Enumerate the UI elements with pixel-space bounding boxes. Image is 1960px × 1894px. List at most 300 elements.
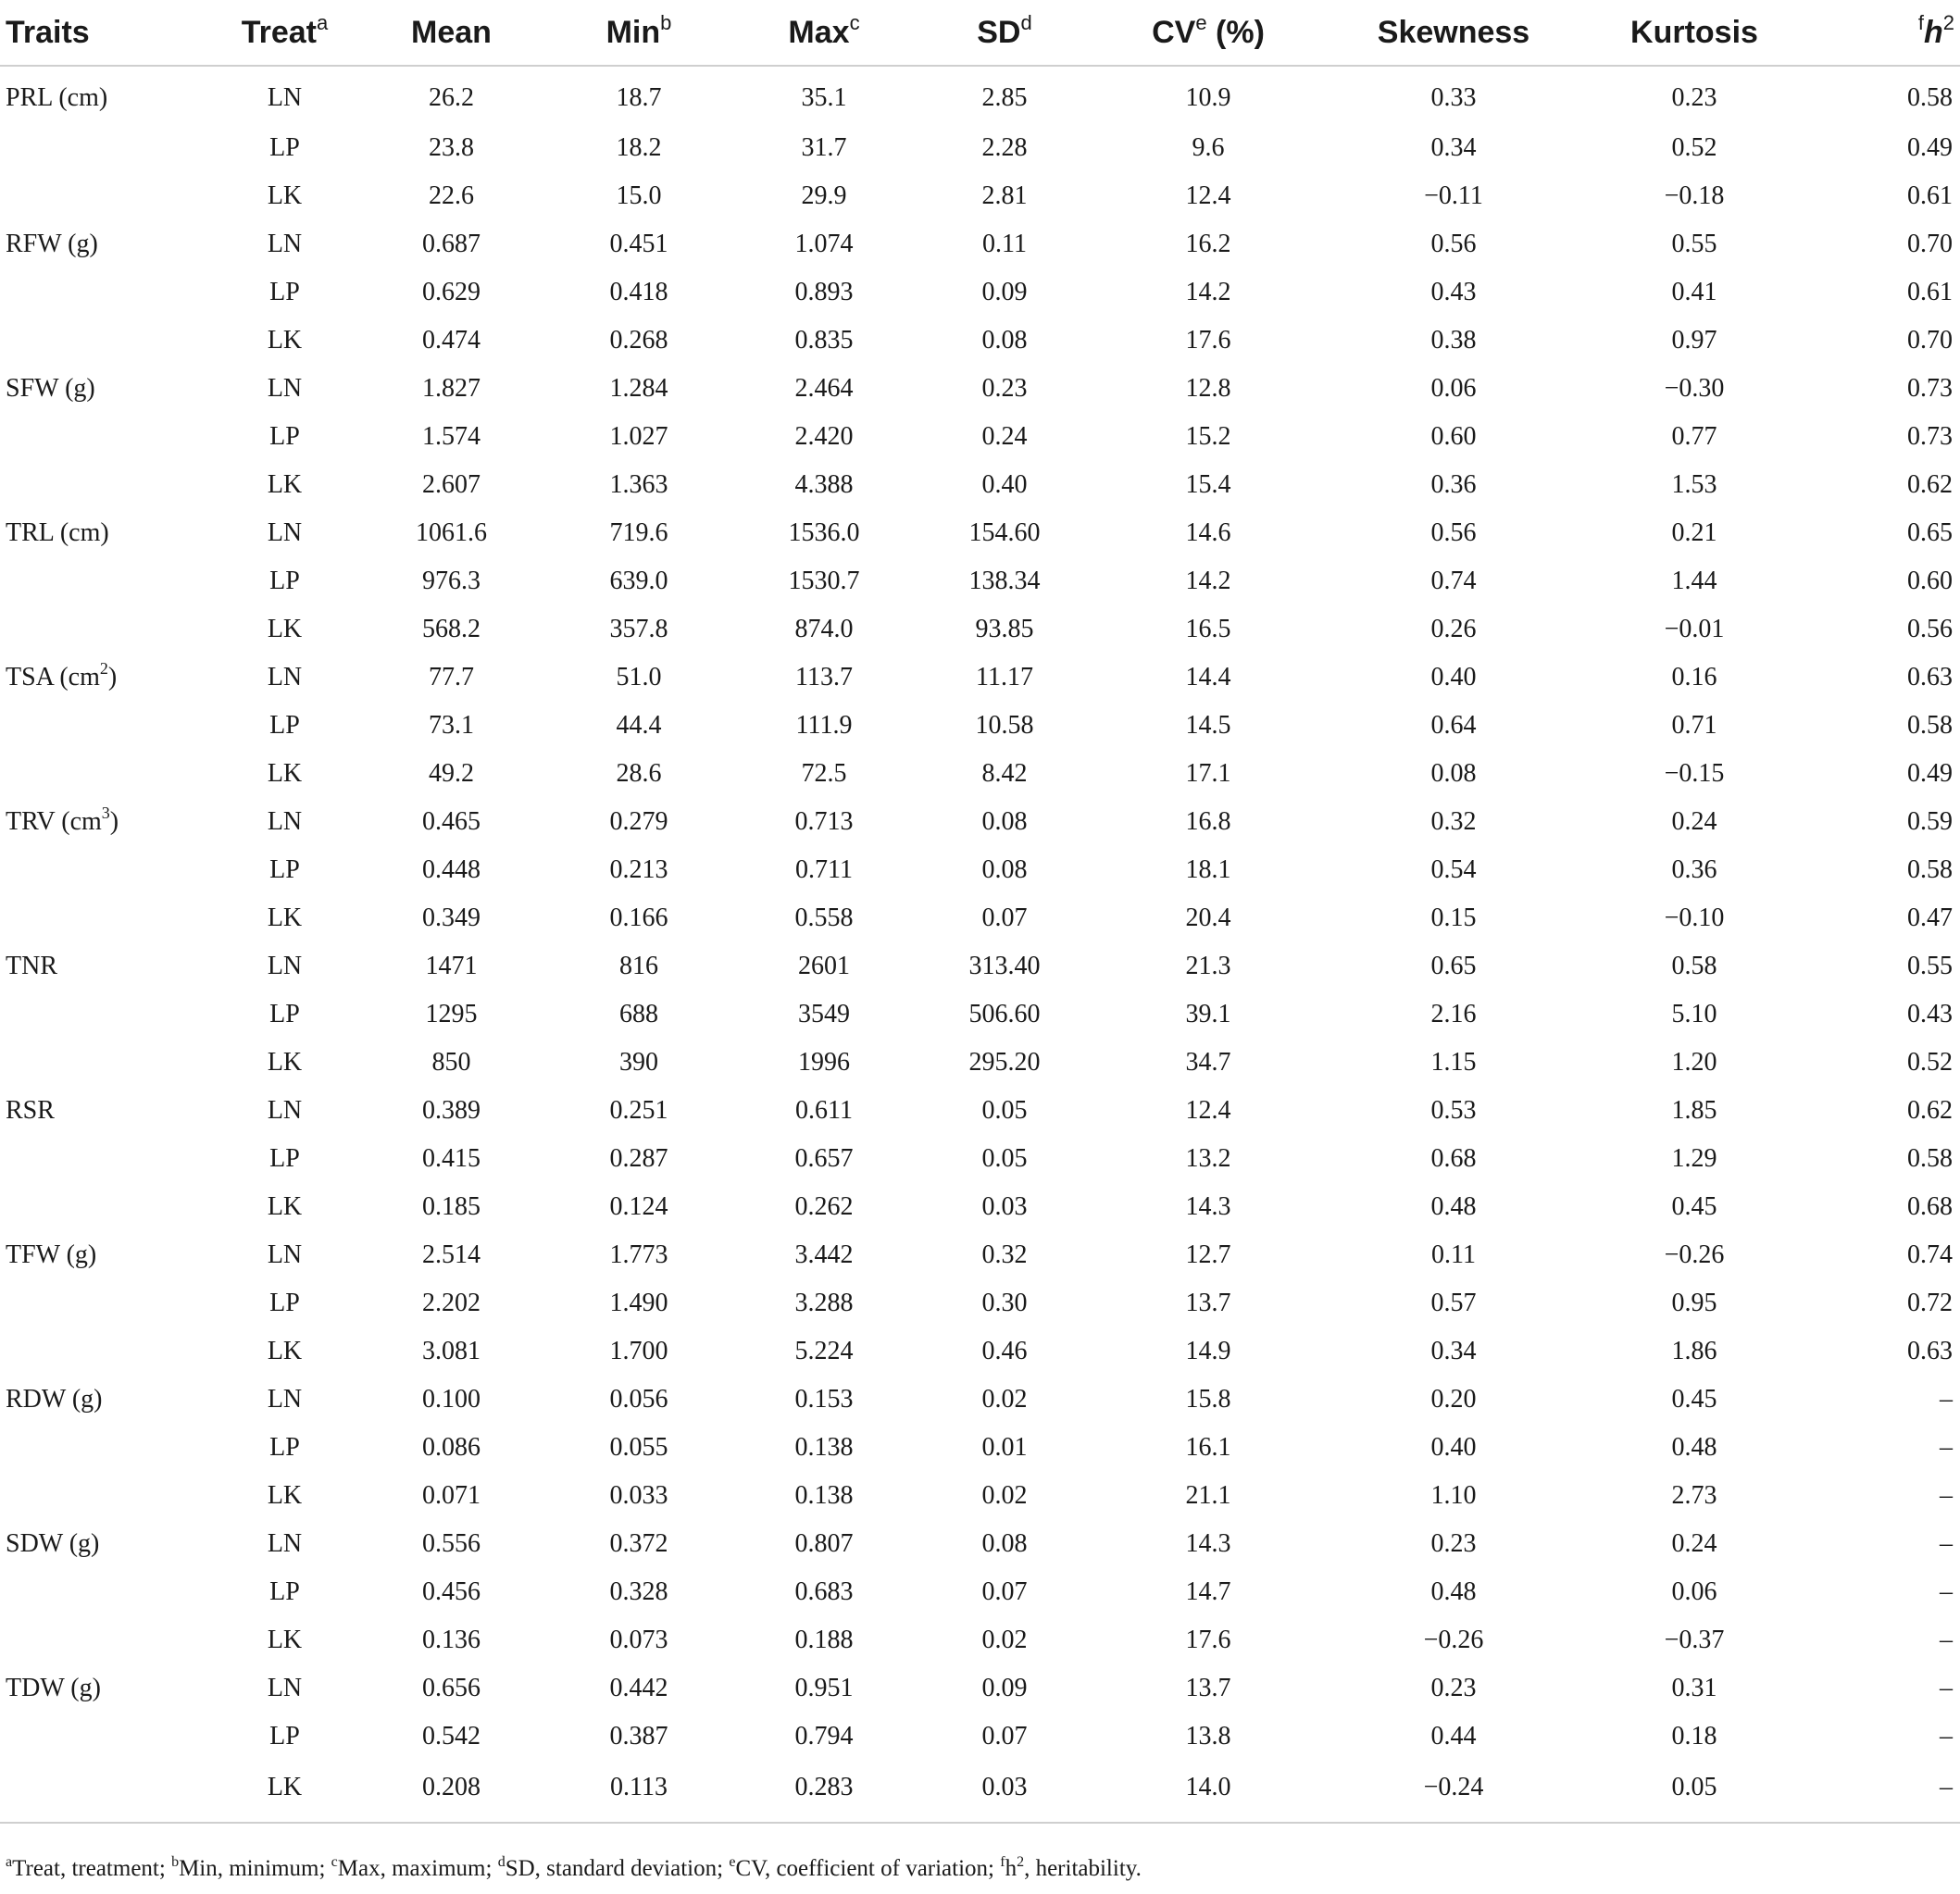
skewness-cell: −0.11 (1424, 181, 1483, 210)
min-cell: 0.451 (609, 230, 668, 258)
table-row (0, 798, 1960, 846)
table-body (0, 66, 1960, 1823)
table-row (0, 1087, 1960, 1135)
treat-cell: LN (267, 1385, 303, 1414)
heritability-cell: 0.73 (1907, 422, 1953, 451)
table-row (0, 461, 1960, 509)
treat-cell: LP (269, 1722, 300, 1751)
cv-cell: 16.1 (1185, 1433, 1231, 1462)
min-cell: 0.442 (609, 1674, 668, 1702)
min-cell: 0.251 (609, 1096, 668, 1125)
cv-cell: 14.9 (1185, 1337, 1231, 1365)
table-row (0, 124, 1960, 172)
kurtosis-cell: 0.21 (1671, 518, 1717, 547)
table-row (0, 317, 1960, 365)
table-row (0, 654, 1960, 702)
skewness-cell: 0.44 (1430, 1722, 1477, 1751)
treat-cell: LP (269, 278, 300, 306)
max-cell: 1536.0 (788, 518, 860, 547)
cv-cell: 17.6 (1185, 326, 1231, 355)
treat-cell: LN (267, 83, 303, 112)
max-cell: 31.7 (801, 133, 847, 162)
sd-cell: 2.85 (981, 83, 1028, 112)
kurtosis-cell: 0.05 (1579, 1761, 1810, 1823)
cv-cell: 16.8 (1185, 807, 1231, 836)
kurtosis-cell: 5.10 (1671, 1000, 1717, 1028)
min-cell: 390 (619, 1048, 658, 1077)
mean-cell: 2.514 (422, 1240, 481, 1269)
kurtosis-cell: 0.24 (1671, 1529, 1717, 1558)
mean-cell: 0.629 (422, 278, 481, 306)
heritability-cell: 0.49 (1907, 759, 1953, 788)
kurtosis-cell: 0.41 (1671, 278, 1717, 306)
sd-cell: 506.60 (968, 1000, 1041, 1028)
skewness-cell: 0.60 (1430, 422, 1477, 451)
max-cell: 35.1 (801, 83, 847, 112)
kurtosis-cell: 1.85 (1671, 1096, 1717, 1125)
skewness-cell: 0.48 (1430, 1192, 1477, 1221)
header-traits: Traits (0, 0, 218, 66)
max-cell: 2.464 (794, 374, 854, 403)
skewness-cell: 0.23 (1430, 1529, 1477, 1558)
kurtosis-cell: 0.58 (1671, 952, 1717, 980)
trait-cell: SFW (g) (6, 374, 95, 403)
max-cell: 0.835 (794, 326, 854, 355)
treat-cell: LK (267, 759, 303, 788)
heritability-cell: 0.62 (1907, 1096, 1953, 1125)
min-cell: 0.055 (609, 1433, 668, 1462)
skewness-cell: 0.06 (1430, 374, 1477, 403)
table-row (0, 750, 1960, 798)
treat-cell: LK (267, 181, 303, 210)
kurtosis-cell: −0.10 (1664, 903, 1725, 932)
table-row (0, 1279, 1960, 1327)
kurtosis-cell: 0.36 (1671, 855, 1717, 884)
header-kurtosis: Kurtosis (1579, 0, 1810, 66)
heritability-cell: 0.47 (1907, 903, 1953, 932)
table-row (0, 1568, 1960, 1616)
table-row (0, 413, 1960, 461)
kurtosis-cell: 0.77 (1671, 422, 1717, 451)
heritability-cell: 0.58 (1907, 83, 1953, 112)
mean-cell: 26.2 (429, 83, 474, 112)
min-cell: 51.0 (616, 663, 662, 692)
kurtosis-cell: −0.01 (1664, 615, 1725, 643)
heritability-cell: – (1940, 1385, 1953, 1414)
treat-cell: LP (269, 1144, 300, 1173)
table-row (0, 1376, 1960, 1424)
kurtosis-cell: 0.18 (1671, 1722, 1717, 1751)
cv-cell: 34.7 (1185, 1048, 1231, 1077)
table-row (0, 1424, 1960, 1472)
max-cell: 1.074 (794, 230, 854, 258)
table-row (0, 1616, 1960, 1664)
max-cell: 113.7 (795, 663, 853, 692)
min-cell: 0.213 (609, 855, 668, 884)
mean-cell: 0.448 (422, 855, 481, 884)
treat-cell: LK (267, 326, 303, 355)
max-cell: 3.442 (794, 1240, 854, 1269)
mean-cell: 73.1 (429, 711, 474, 740)
cv-cell: 16.5 (1185, 615, 1231, 643)
skewness-cell: 0.64 (1430, 711, 1477, 740)
max-cell: 1530.7 (788, 567, 860, 595)
cv-cell: 13.8 (1185, 1722, 1231, 1751)
sd-cell: 138.34 (968, 567, 1041, 595)
max-cell: 0.893 (794, 278, 854, 306)
heritability-cell: 0.59 (1907, 807, 1953, 836)
treat-cell: LP (269, 711, 300, 740)
mean-cell: 0.415 (422, 1144, 481, 1173)
skewness-cell: 0.11 (1431, 1240, 1476, 1269)
heritability-cell: 0.68 (1907, 1192, 1953, 1221)
sd-cell: 0.32 (981, 1240, 1028, 1269)
mean-cell: 1471 (425, 952, 478, 980)
heritability-cell: 0.74 (1907, 1240, 1953, 1269)
skewness-cell: 0.26 (1430, 615, 1477, 643)
table-header-row (0, 0, 1960, 66)
mean-cell: 0.349 (422, 903, 481, 932)
skewness-cell: 2.16 (1430, 1000, 1477, 1028)
min-cell: 0.073 (609, 1626, 668, 1654)
heritability-cell: – (1940, 1577, 1953, 1606)
trait-cell: TFW (g) (6, 1240, 97, 1269)
sd-cell: 313.40 (968, 952, 1041, 980)
heritability-cell: 0.56 (1907, 615, 1953, 643)
min-cell: 0.124 (609, 1192, 668, 1221)
min-cell: 0.387 (609, 1722, 668, 1751)
max-cell: 0.683 (794, 1577, 854, 1606)
trait-cell (0, 557, 218, 605)
cv-cell: 12.4 (1185, 1096, 1231, 1125)
sd-cell: 0.03 (981, 1192, 1028, 1221)
trait-cell (0, 1135, 218, 1183)
header-cv: CVe (%) (1088, 0, 1329, 66)
kurtosis-cell: −0.18 (1664, 181, 1725, 210)
cv-cell: 10.9 (1185, 83, 1231, 112)
heritability-cell: – (1940, 1674, 1953, 1702)
max-cell: 111.9 (795, 711, 853, 740)
heritability-cell: 0.55 (1907, 952, 1953, 980)
mean-cell: 568.2 (422, 615, 481, 643)
kurtosis-cell: 0.95 (1671, 1289, 1717, 1317)
min-cell: 1.363 (609, 470, 668, 499)
table-row (0, 1039, 1960, 1087)
table-row (0, 846, 1960, 894)
heritability-cell: 0.70 (1907, 230, 1953, 258)
trait-cell (0, 702, 218, 750)
trait-cell: TSA $(cm^2)$ (6, 659, 118, 692)
kurtosis-cell: 0.71 (1671, 711, 1717, 740)
treat-cell: LK (267, 1481, 303, 1510)
sd-cell: 295.20 (968, 1048, 1041, 1077)
cv-cell: 18.1 (1185, 855, 1231, 884)
heritability-cell: 0.58 (1907, 1144, 1953, 1173)
sd-cell: 8.42 (981, 759, 1028, 788)
header-min: Min$^b$ (551, 0, 727, 66)
cv-cell: 14.4 (1185, 663, 1231, 692)
skewness-cell: 0.20 (1430, 1385, 1477, 1414)
skewness-cell: −0.24 (1329, 1761, 1579, 1823)
sd-cell: 0.08 (981, 855, 1028, 884)
table-row (0, 1520, 1960, 1568)
max-cell: 0.138 (794, 1481, 854, 1510)
sd-cell: 0.05 (981, 1096, 1028, 1125)
sd-cell: 93.85 (975, 615, 1034, 643)
mean-cell: 0.086 (422, 1433, 481, 1462)
sd-cell: 0.05 (981, 1144, 1028, 1173)
kurtosis-cell: −0.15 (1664, 759, 1725, 788)
min-cell: 28.6 (616, 759, 662, 788)
trait-cell (0, 1761, 218, 1823)
cv-cell: 14.7 (1185, 1577, 1231, 1606)
max-cell: 0.558 (794, 903, 854, 932)
cv-cell: 17.1 (1185, 759, 1231, 788)
min-cell: 1.027 (609, 422, 668, 451)
max-cell: 0.657 (794, 1144, 854, 1173)
sd-cell: 0.08 (981, 807, 1028, 836)
trait-cell: TRV $(cm^3)$ (6, 804, 119, 836)
skewness-cell: 0.53 (1430, 1096, 1477, 1125)
max-cell: 874.0 (794, 615, 854, 643)
sd-cell: 0.08 (981, 326, 1028, 355)
min-cell: 0.056 (609, 1385, 668, 1414)
sd-cell: 0.01 (981, 1433, 1028, 1462)
header-skewness: Skewness (1329, 0, 1579, 66)
mean-cell: 77.7 (429, 663, 474, 692)
heritability-cell: 0.65 (1907, 518, 1953, 547)
max-cell: 0.951 (794, 1674, 854, 1702)
kurtosis-cell: 0.31 (1671, 1674, 1717, 1702)
trait-cell (0, 124, 218, 172)
treat-cell: LP (269, 1289, 300, 1317)
sd-cell: 0.02 (981, 1385, 1028, 1414)
heritability-cell: – (1810, 1761, 1960, 1823)
skewness-cell: 0.56 (1430, 230, 1477, 258)
cv-cell: 15.2 (1185, 422, 1231, 451)
cv-cell: 14.6 (1185, 518, 1231, 547)
skewness-cell: 0.36 (1430, 470, 1477, 499)
table-row (0, 1713, 1960, 1761)
treat-cell: LP (269, 1433, 300, 1462)
kurtosis-cell: 0.16 (1671, 663, 1717, 692)
cv-cell: 21.3 (1185, 952, 1231, 980)
min-cell: 816 (619, 952, 658, 980)
kurtosis-cell: 0.23 (1671, 83, 1717, 112)
min-cell: 1.773 (609, 1240, 668, 1269)
max-cell: 0.807 (794, 1529, 854, 1558)
mean-cell: 0.389 (422, 1096, 481, 1125)
treat-cell: LP (269, 855, 300, 884)
table-row (0, 942, 1960, 991)
skewness-cell: 0.40 (1430, 663, 1477, 692)
kurtosis-cell: 0.48 (1671, 1433, 1717, 1462)
table-row (0, 1231, 1960, 1279)
cv-cell: 13.7 (1185, 1289, 1231, 1317)
kurtosis-cell: 0.45 (1671, 1192, 1717, 1221)
kurtosis-cell: −0.30 (1664, 374, 1725, 403)
table-row (0, 894, 1960, 942)
table-row (0, 991, 1960, 1039)
sd-cell: 2.81 (981, 181, 1028, 210)
treat-cell: LK (218, 1761, 352, 1823)
mean-cell: 2.202 (422, 1289, 481, 1317)
treat-cell: LP (269, 1577, 300, 1606)
sd-cell: 11.17 (976, 663, 1033, 692)
trait-cell (0, 1327, 218, 1376)
trait-cell: PRL (cm) (6, 83, 108, 112)
sd-cell: 0.07 (981, 1722, 1028, 1751)
treat-cell: LN (267, 1529, 303, 1558)
mean-cell: 1295 (425, 1000, 478, 1028)
table-row (0, 1761, 1960, 1823)
sd-cell: 0.24 (981, 422, 1028, 451)
mean-cell: 49.2 (429, 759, 474, 788)
mean-cell: 0.656 (422, 1674, 481, 1702)
min-cell: 44.4 (616, 711, 662, 740)
treat-cell: LK (267, 903, 303, 932)
min-cell: 688 (619, 1000, 658, 1028)
heritability-cell: – (1940, 1722, 1953, 1751)
skewness-cell: 0.23 (1430, 1674, 1477, 1702)
heritability-cell: – (1940, 1626, 1953, 1654)
table-row (0, 66, 1960, 124)
skewness-cell: 0.33 (1430, 83, 1477, 112)
mean-cell: 1.827 (422, 374, 481, 403)
kurtosis-cell: 0.97 (1671, 326, 1717, 355)
trait-cell (0, 1616, 218, 1664)
skewness-cell: 0.08 (1430, 759, 1477, 788)
heritability-cell: 0.62 (1907, 470, 1953, 499)
min-cell: 0.033 (609, 1481, 668, 1510)
kurtosis-cell: −0.26 (1664, 1240, 1725, 1269)
mean-cell: 976.3 (422, 567, 481, 595)
sd-cell: 10.58 (975, 711, 1034, 740)
trait-cell (0, 846, 218, 894)
table-row (0, 1135, 1960, 1183)
min-cell: 719.6 (609, 518, 668, 547)
max-cell: 0.138 (794, 1433, 854, 1462)
treat-cell: LP (269, 1000, 300, 1028)
header-max: Max$^c$ (727, 0, 921, 66)
kurtosis-cell: 2.73 (1671, 1481, 1717, 1510)
heritability-cell: 0.61 (1907, 181, 1953, 210)
table-row (0, 605, 1960, 654)
table-row (0, 1183, 1960, 1231)
trait-cell: TRL (cm) (6, 518, 109, 547)
trait-cell (0, 1472, 218, 1520)
table-row (0, 1664, 1960, 1713)
cv-cell: 15.8 (1185, 1385, 1231, 1414)
min-cell: 0.328 (609, 1577, 668, 1606)
sd-cell: 0.09 (981, 278, 1028, 306)
min-cell: 1.700 (609, 1337, 668, 1365)
trait-cell: RFW (g) (6, 230, 98, 258)
heritability-cell: – (1940, 1529, 1953, 1558)
max-cell: 2.420 (794, 422, 854, 451)
treat-cell: LP (269, 422, 300, 451)
skewness-cell: −0.26 (1423, 1626, 1484, 1654)
sd-cell: 0.02 (981, 1481, 1028, 1510)
trait-cell (0, 1183, 218, 1231)
cv-cell: 39.1 (1185, 1000, 1231, 1028)
min-cell: 0.268 (609, 326, 668, 355)
mean-cell: 2.607 (422, 470, 481, 499)
header-mean: Mean (352, 0, 551, 66)
max-cell: 2601 (798, 952, 850, 980)
table-row (0, 1327, 1960, 1376)
min-cell: 0.279 (609, 807, 668, 836)
sd-cell: 0.30 (981, 1289, 1028, 1317)
treat-cell: LK (267, 1192, 303, 1221)
treat-cell: LK (267, 1626, 303, 1654)
kurtosis-cell: 1.44 (1671, 567, 1717, 595)
min-cell: 1.490 (609, 1289, 668, 1317)
trait-cell (0, 894, 218, 942)
heritability-cell: 0.63 (1907, 663, 1953, 692)
min-cell: 0.166 (609, 903, 668, 932)
cv-cell: 14.3 (1185, 1529, 1231, 1558)
sd-cell: 154.60 (968, 518, 1041, 547)
skewness-cell: 0.32 (1430, 807, 1477, 836)
min-cell: 1.284 (609, 374, 668, 403)
sd-cell: 0.23 (981, 374, 1028, 403)
table-row (0, 509, 1960, 557)
sd-cell: 0.11 (982, 230, 1027, 258)
treat-cell: LN (267, 518, 303, 547)
heritability-cell: 0.52 (1907, 1048, 1953, 1077)
kurtosis-cell: 0.06 (1671, 1577, 1717, 1606)
min-cell: 18.7 (616, 83, 662, 112)
trait-cell (0, 461, 218, 509)
cv-cell: 14.2 (1185, 567, 1231, 595)
skewness-cell: 0.34 (1430, 133, 1477, 162)
cv-cell: 12.8 (1185, 374, 1231, 403)
skewness-cell: 0.48 (1430, 1577, 1477, 1606)
heritability-cell: 0.61 (1907, 278, 1953, 306)
trait-cell (0, 1713, 218, 1761)
kurtosis-cell: 0.24 (1671, 807, 1717, 836)
mean-cell: 1.574 (422, 422, 481, 451)
table-row (0, 702, 1960, 750)
max-cell: 3.288 (794, 1289, 854, 1317)
kurtosis-cell: −0.37 (1664, 1626, 1725, 1654)
trait-cell (0, 605, 218, 654)
mean-cell: 1061.6 (416, 518, 487, 547)
max-cell: 3549 (798, 1000, 850, 1028)
kurtosis-cell: 1.20 (1671, 1048, 1717, 1077)
mean-cell: 0.208 (352, 1761, 551, 1823)
heritability-cell: 0.73 (1907, 374, 1953, 403)
mean-cell: 850 (431, 1048, 471, 1077)
trait-cell: TDW (g) (6, 1674, 101, 1702)
table-footnote: $^a$Treat, treatment; $^b$Min, minimum; $^c$Max, maximum; $^d$SD, standard deviation; $^e$CV, coefficient of variation; $^fh^2$, heritability. (6, 1854, 1142, 1881)
kurtosis-cell: 0.52 (1671, 133, 1717, 162)
max-cell: 72.5 (801, 759, 847, 788)
sd-cell: 0.40 (981, 470, 1028, 499)
max-cell: 0.262 (794, 1192, 854, 1221)
treat-cell: LK (267, 615, 303, 643)
trait-cell (0, 268, 218, 317)
sd-cell: 0.07 (981, 903, 1028, 932)
treat-cell: LN (267, 374, 303, 403)
treat-cell: LK (267, 1048, 303, 1077)
treat-cell: LN (267, 1096, 303, 1125)
trait-cell (0, 1424, 218, 1472)
kurtosis-cell: 0.55 (1671, 230, 1717, 258)
sd-cell: 0.02 (981, 1626, 1028, 1654)
header-treat: Treat$^a$ (218, 0, 352, 66)
